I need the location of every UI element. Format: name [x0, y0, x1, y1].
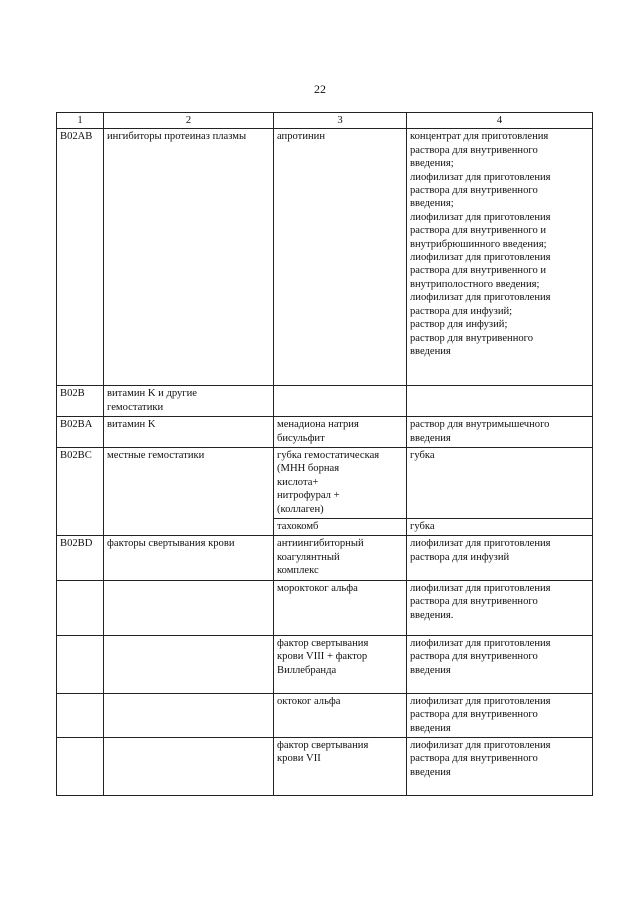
dosage-form-cell: лиофилизат для приготовления раствора для инфузий [407, 536, 593, 580]
group-cell [104, 693, 274, 737]
group-cell: местные гемостатики [104, 448, 274, 536]
table-row [57, 448, 593, 519]
drug-cell: октоког альфа [274, 693, 407, 737]
dosage-form-cell: губка [407, 448, 593, 519]
column-header-3: 3 [274, 113, 407, 129]
dosage-form-cell: лиофилизат для приготовления раствора для внутривенного введения. [407, 580, 593, 635]
dosage-form-cell: концентрат для приготовления раствора для внутривенного введения; лиофилизат для приготовления раствора для внутривенного введения; лиофилизат для приготовления раствора для внутривенного и внутрибрюшинного введения; лиофилизат для приготовления раствора для внутривенного и внутриполостного введения; лиофилизат для приготовления раствора для инфузий; раствор для инфузий; раствор для внутривенного введения [407, 129, 593, 386]
table-row [57, 417, 593, 448]
atc-code-cell: B02BC [57, 448, 104, 536]
table-row [57, 129, 593, 386]
dosage-form-cell: лиофилизат для приготовления раствора для внутривенного введения [407, 635, 593, 693]
drug-cell: фактор свертывания крови VIII + фактор Виллебранда [274, 635, 407, 693]
drug-cell: апротинин [274, 129, 407, 386]
column-header-1: 1 [57, 113, 104, 129]
atc-code-cell: B02BD [57, 536, 104, 580]
table-header-row [57, 113, 593, 129]
atc-code-cell: B02BA [57, 417, 104, 448]
table-row [57, 693, 593, 737]
group-cell: витамин K и другие гемостатики [104, 386, 274, 417]
atc-code-cell: B02B [57, 386, 104, 417]
group-cell [104, 635, 274, 693]
dosage-form-cell: губка [407, 519, 593, 536]
table-row [57, 737, 593, 795]
drug-cell: тахокомб [274, 519, 407, 536]
group-cell: ингибиторы протеиназ плазмы [104, 129, 274, 386]
group-cell [104, 580, 274, 635]
atc-code-cell: B02AB [57, 129, 104, 386]
group-cell [104, 737, 274, 795]
drug-cell: фактор свертывания крови VII [274, 737, 407, 795]
dosage-form-cell: лиофилизат для приготовления раствора для внутривенного введения [407, 737, 593, 795]
atc-code-cell [57, 693, 104, 737]
drug-cell: менадиона натрия бисульфит [274, 417, 407, 448]
drug-cell [274, 386, 407, 417]
atc-code-cell [57, 635, 104, 693]
dosage-form-cell: лиофилизат для приготовления раствора для внутривенного введения [407, 693, 593, 737]
group-cell: факторы свертывания крови [104, 536, 274, 580]
dosage-form-cell [407, 386, 593, 417]
atc-code-cell [57, 580, 104, 635]
atc-code-cell [57, 737, 104, 795]
group-cell: витамин K [104, 417, 274, 448]
drug-list-table [56, 112, 593, 796]
table-row [57, 635, 593, 693]
drug-cell: мороктоког альфа [274, 580, 407, 635]
dosage-form-cell: раствор для внутримышечного введения [407, 417, 593, 448]
page-number: 22 [314, 82, 326, 96]
drug-cell: антиингибиторный коагулянтный комплекс [274, 536, 407, 580]
table-row [57, 536, 593, 580]
drug-cell: губка гемостатическая (МНН борная кислота+ нитрофурал + (коллаген) [274, 448, 407, 519]
table-row [57, 580, 593, 635]
column-header-4: 4 [407, 113, 593, 129]
column-header-2: 2 [104, 113, 274, 129]
table-row [57, 386, 593, 417]
